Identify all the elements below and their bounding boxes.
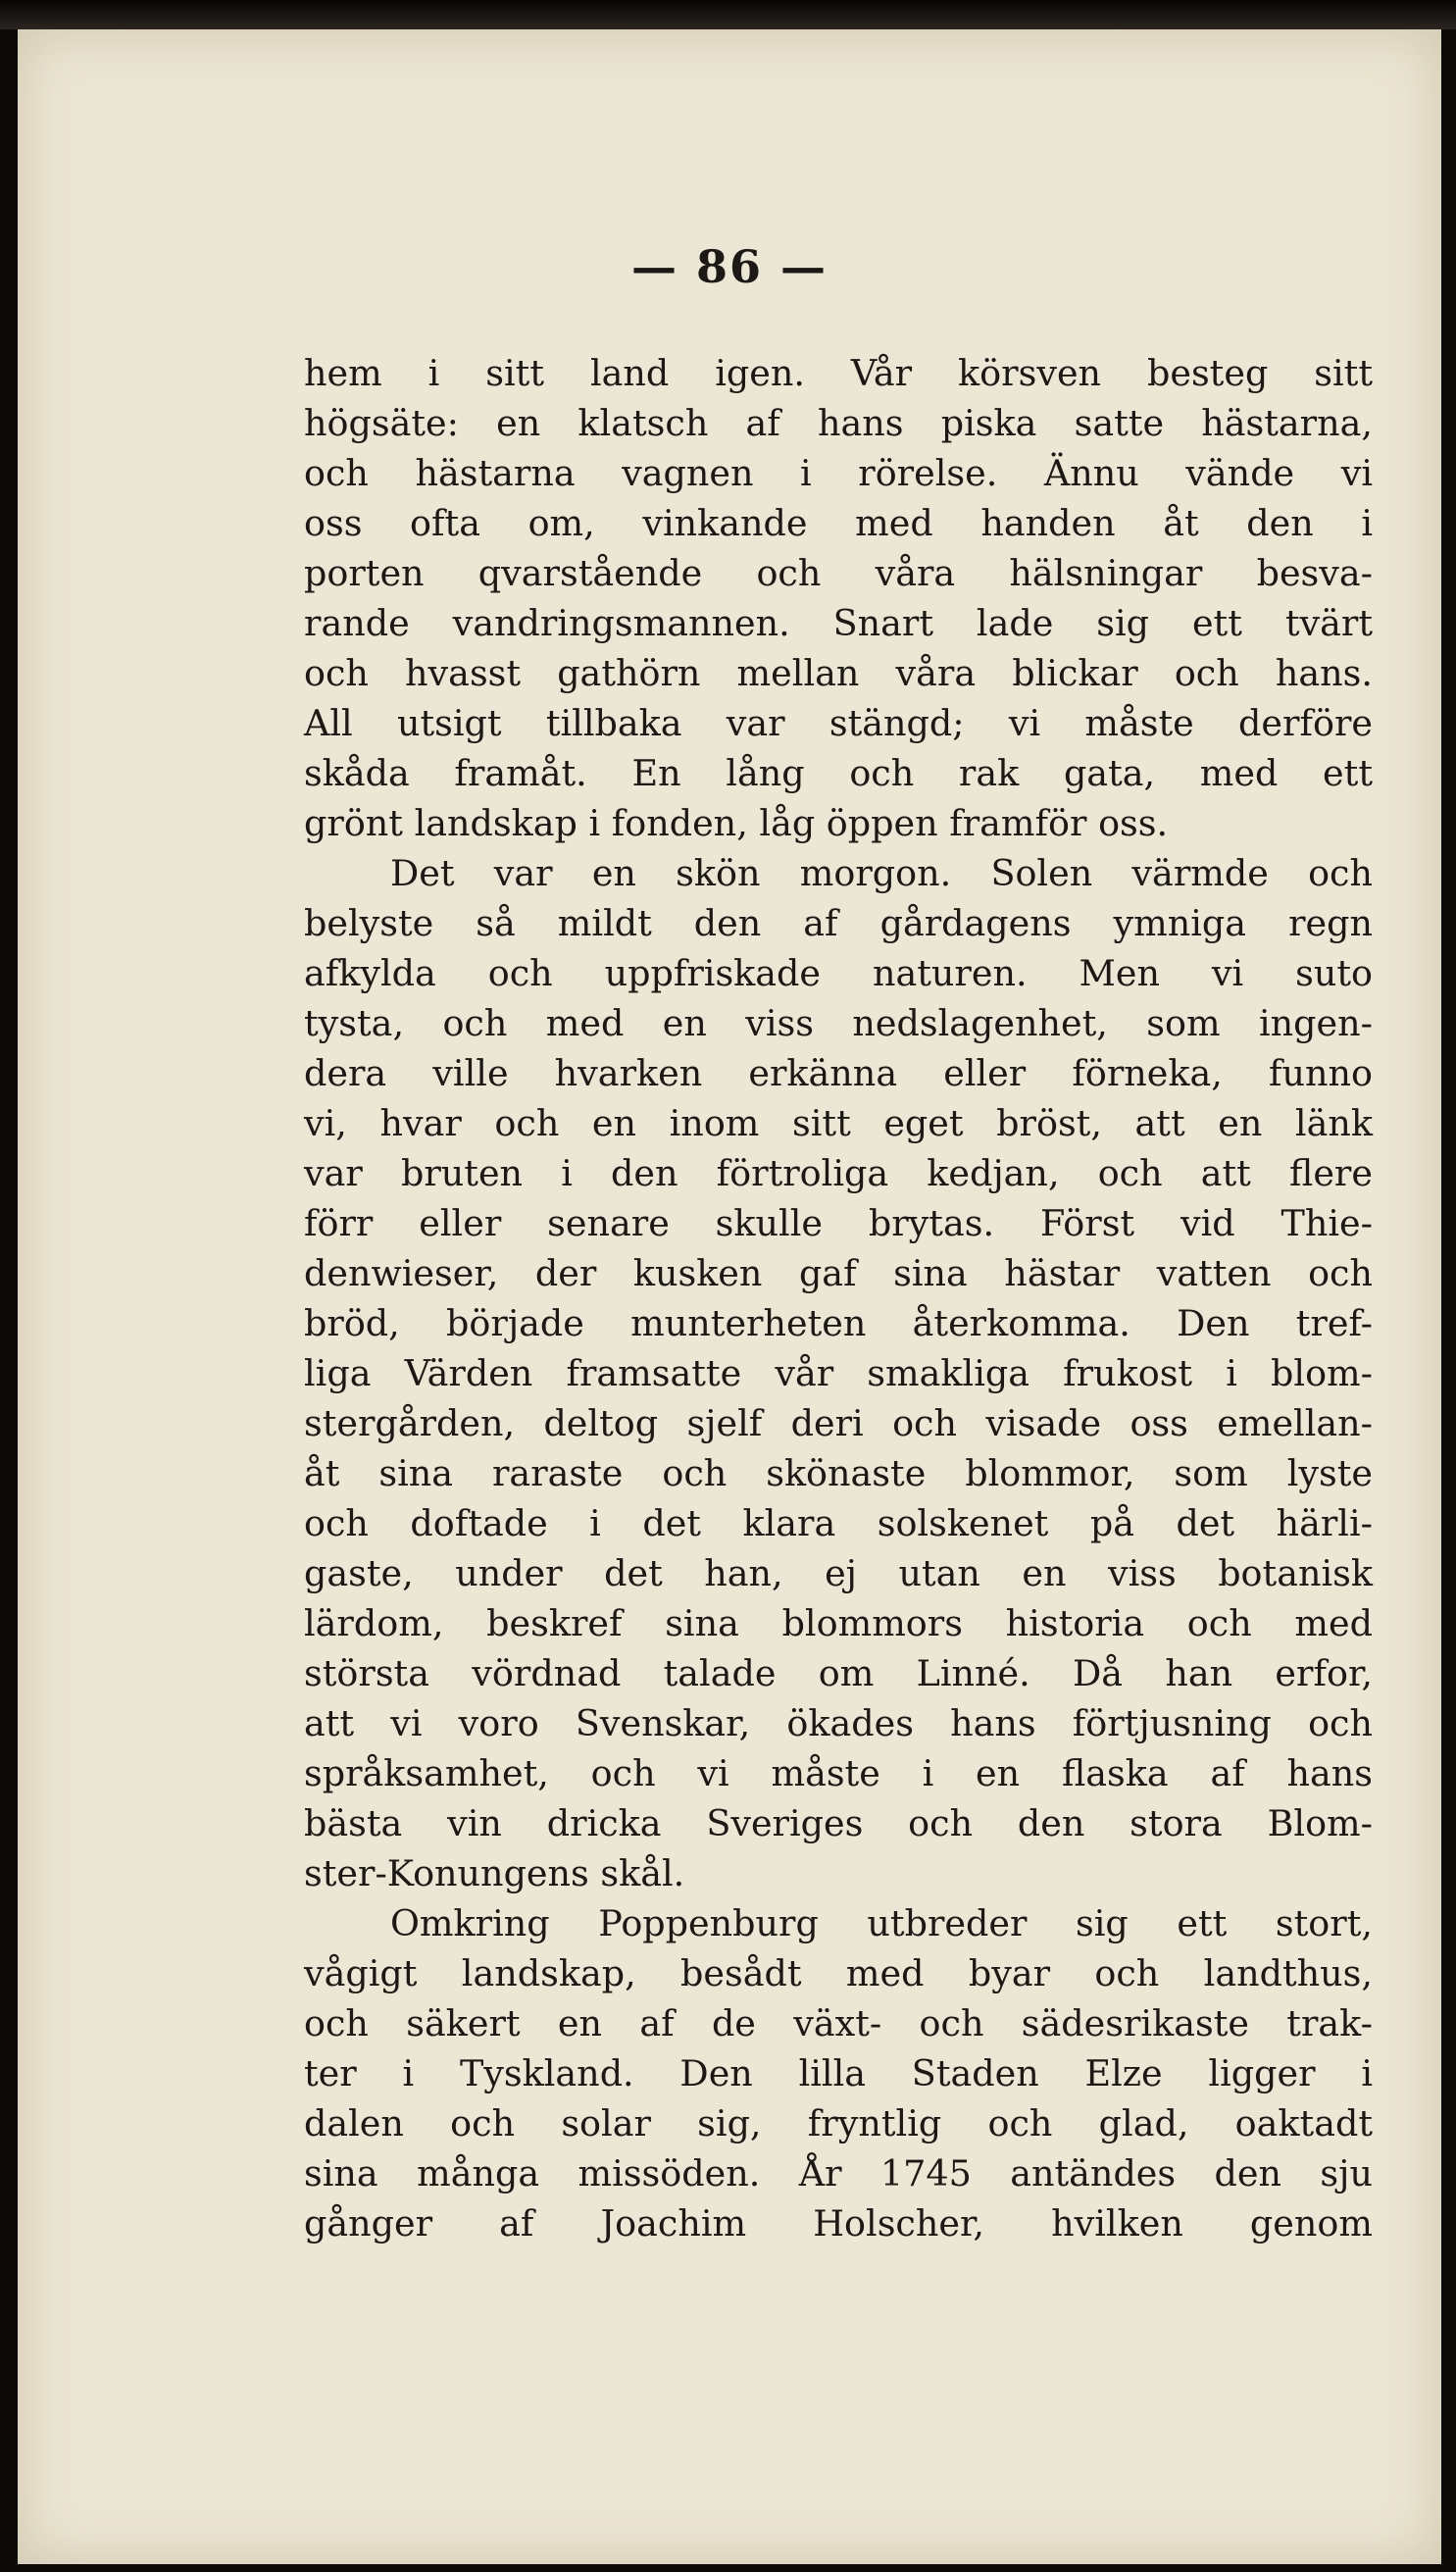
text-line: och doftade i det klara solskenet på det härli- [304, 1502, 1373, 1544]
text-line: högsäte: en klatsch af hans piska satte hästarna, [304, 402, 1373, 444]
text-line: porten qvarstående och våra hälsningar besva- [304, 552, 1373, 594]
text-line: förr eller senare skulle brytas. Först vid Thie- [304, 1202, 1373, 1244]
text-line: vi, hvar och en inom sitt eget bröst, att en länk [304, 1102, 1373, 1144]
text-line: hem i sitt land igen. Vår körsven besteg sitt [304, 352, 1373, 394]
text-line: liga Värden framsatte vår smakliga frukost i blom- [304, 1352, 1373, 1394]
text-line: största vördnad talade om Linné. Då han erfor, [304, 1652, 1373, 1694]
text-line: vågigt landskap, besådt med byar och landthus, [304, 1952, 1373, 1994]
text-line: Det var en skön morgon. Solen värmde och [390, 852, 1373, 894]
text-line: ter i Tyskland. Den lilla Staden Elze ligger i [304, 2052, 1373, 2094]
page-number: — 86 — [630, 240, 828, 293]
text-line: bästa vin dricka Sveriges och den stora Blom- [304, 1802, 1373, 1844]
text-line: ster-Konungens skål. [304, 1852, 685, 1894]
body-text [304, 348, 1373, 2248]
text-line: denwieser, der kusken gaf sina hästar vatten och [304, 1252, 1373, 1294]
text-line: gaste, under det han, ej utan en viss botanisk [304, 1552, 1373, 1594]
text-line: att vi voro Svenskar, ökades hans förtjusning och [304, 1702, 1373, 1744]
text-line: språksamhet, och vi måste i en flaska af hans [304, 1752, 1373, 1794]
text-line: Omkring Poppenburg utbreder sig ett stort, [390, 1902, 1373, 1944]
text-line: och hvasst gathörn mellan våra blickar och hans. [304, 652, 1373, 694]
text-line: tysta, och med en viss nedslagenhet, som ingen- [304, 1002, 1373, 1044]
text-line: grönt landskap i fonden, låg öppen framför oss. [304, 802, 1169, 844]
text-line: afkylda och uppfriskade naturen. Men vi suto [304, 952, 1373, 994]
text-line: dalen och solar sig, fryntlig och glad, oaktadt [304, 2102, 1373, 2144]
text-line: stergården, deltog sjelf deri och visade oss emellan- [304, 1402, 1373, 1444]
text-line: bröd, började munterheten återkomma. Den tref- [304, 1302, 1373, 1344]
text-line: gånger af Joachim Holscher, hvilken genom [304, 2202, 1373, 2244]
text-line: dera ville hvarken erkänna eller förneka, funno [304, 1052, 1373, 1094]
top-edge [0, 0, 1456, 29]
text-line: åt sina raraste och skönaste blommor, som lyste [304, 1452, 1373, 1494]
text-line: rande vandringsmannen. Snart lade sig ett tvärt [304, 602, 1373, 644]
text-line: All utsigt tillbaka var stängd; vi måste derföre [304, 702, 1373, 744]
text-line: oss ofta om, vinkande med handen åt den i [304, 502, 1373, 544]
text-line: sina många missöden. År 1745 antändes den sju [304, 2152, 1373, 2194]
text-line: var bruten i den förtroliga kedjan, och att flere [304, 1152, 1373, 1194]
text-line: belyste så mildt den af gårdagens ymniga regn [304, 902, 1373, 944]
text-line: lärdom, beskref sina blommors historia och med [304, 1602, 1373, 1644]
text-line: och säkert en af de växt- och sädesrikaste trak- [304, 2002, 1373, 2044]
text-line: skåda framåt. En lång och rak gata, med ett [304, 752, 1373, 794]
text-line: och hästarna vagnen i rörelse. Ännu vände vi [304, 452, 1373, 494]
book-page [18, 29, 1441, 2564]
